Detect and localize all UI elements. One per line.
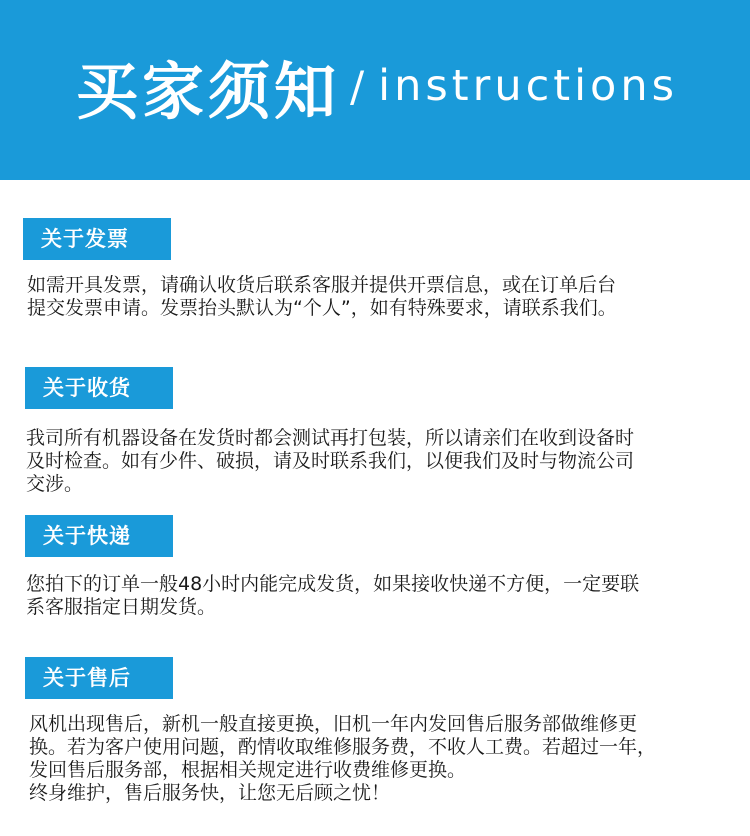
section-tab-shipping: 关于快递 [25,515,173,557]
title-separator: / [350,61,365,111]
section-text-receiving: 我司所有机器设备在发货时都会测试再打包装，所以请亲们在收到设备时 及时检查。如有少件、破损，请及时联系我们，以便我们及时与物流公司 交涉。 [26,427,635,495]
section-text-invoice: 如需开具发票，请确认收货后联系客服并提供开票信息，或在订单后台 提交发票申请。发票抬头默认为“个人”，如有特殊要求，请联系我们。 [27,274,617,319]
section-tab-aftersales: 关于售后 [25,657,173,699]
title-chinese: 买家须知 [76,54,341,128]
section-text-shipping: 您拍下的订单一般48小时内能完成发货，如果接收快递不方便，一定要联 系客服指定日期发货。 [26,573,640,618]
page-title [76,48,678,128]
section-tab-invoice: 关于发票 [23,218,171,260]
header-banner [0,0,750,180]
title-english: instructions [378,61,678,111]
section-tab-receiving: 关于收货 [25,367,173,409]
section-text-aftersales: 风机出现售后，新机一般直接更换，旧机一年内发回售后服务部做维修更 换。若为客户使用问题，酌情收取维修服务费，不收人工费。若超过一年， 发回售后服务部，根据相关规定进行收费维修更换。 终身维护，售后服务快，让您无后顾之忧！ [29,713,657,804]
